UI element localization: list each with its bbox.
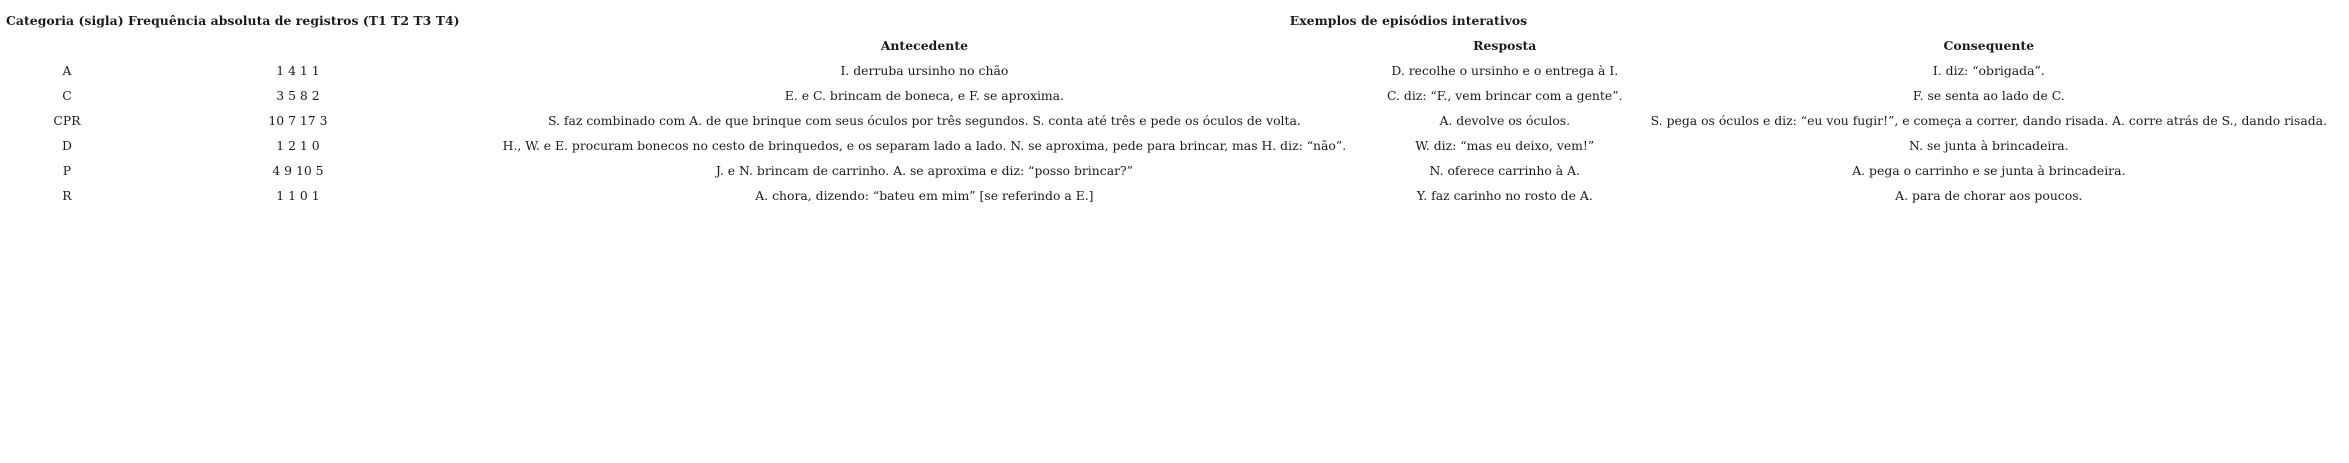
episodes-table (6, 8, 2349, 208)
row-category: CPR (53, 113, 81, 128)
header-empty-category (6, 33, 128, 58)
row-consequent: A. pega o carrinho e se junta à brincadeira. (1852, 163, 2126, 178)
row-category: D (62, 138, 72, 153)
row-antecedent: J. e N. brincam de carrinho. A. se aproxima e diz: “posso brincar?” (715, 163, 1133, 178)
header-category: Categoria (sigla) (6, 13, 124, 28)
row-category: R (62, 188, 72, 203)
row-response: W. diz: “mas eu deixo, vem!” (1415, 138, 1595, 153)
row-consequent: F. se senta ao lado de C. (1912, 88, 2065, 103)
header-row-secondary (6, 33, 2349, 58)
table-row (6, 83, 2349, 108)
header-response: Resposta (1473, 38, 1537, 53)
header-empty-frequency (128, 33, 468, 58)
row-response: N. oferece carrinho à A. (1429, 163, 1580, 178)
row-consequent: A. para de chorar aos poucos. (1895, 188, 2083, 203)
row-antecedent: H., W. e E. procuram bonecos no cesto de brinquedos, e os separam lado a lado. N. se aproxima, pede para brincar, mas H. diz: “não”. (502, 138, 1347, 153)
row-frequency: 1 1 0 1 (276, 188, 320, 203)
row-antecedent: S. faz combinado com A. de que brinque com seus óculos por três segundos. S. conta até três e pede os óculos de volta. (547, 113, 1301, 128)
row-response: D. recolhe o ursinho e o entrega à I. (1391, 63, 1619, 78)
header-antecedent: Antecedente (880, 38, 969, 53)
header-consequent: Consequente (1943, 38, 2035, 53)
row-consequent: S. pega os óculos e diz: “eu vou fugir!”, e começa a correr, dando risada. A. corre atrás de S., dando risada. (1650, 113, 2328, 128)
table-row (6, 108, 2349, 133)
row-category: A (62, 63, 72, 78)
row-consequent: I. diz: “obrigada”. (1932, 63, 2045, 78)
table-row (6, 133, 2349, 158)
row-response: A. devolve os óculos. (1439, 113, 1571, 128)
row-antecedent: I. derruba ursinho no chão (840, 63, 1009, 78)
row-antecedent: A. chora, dizendo: “bateu em mim” [se referindo a E.] (755, 188, 1094, 203)
row-frequency: 4 9 10 5 (272, 163, 324, 178)
row-frequency: 1 4 1 1 (276, 63, 320, 78)
row-category: P (62, 163, 72, 178)
header-examples-group: Exemplos de episódios interativos (1289, 13, 1528, 28)
row-frequency: 1 2 1 0 (276, 138, 320, 153)
header-frequency: Frequência absoluta de registros (T1 T2 T3 T4) (127, 13, 460, 28)
row-antecedent: E. e C. brincam de boneca, e F. se aproxima. (784, 88, 1064, 103)
row-category: C (62, 88, 72, 103)
row-response: C. diz: “F., vem brincar com a gente”. (1386, 88, 1623, 103)
row-frequency: 10 7 17 3 (268, 113, 328, 128)
row-frequency: 3 5 8 2 (276, 88, 320, 103)
table-row (6, 58, 2349, 83)
header-row-primary (6, 8, 2349, 33)
table-row (6, 183, 2349, 208)
row-consequent: N. se junta à brincadeira. (1909, 138, 2069, 153)
row-response: Y. faz carinho no rosto de A. (1416, 188, 1593, 203)
table-row (6, 158, 2349, 183)
